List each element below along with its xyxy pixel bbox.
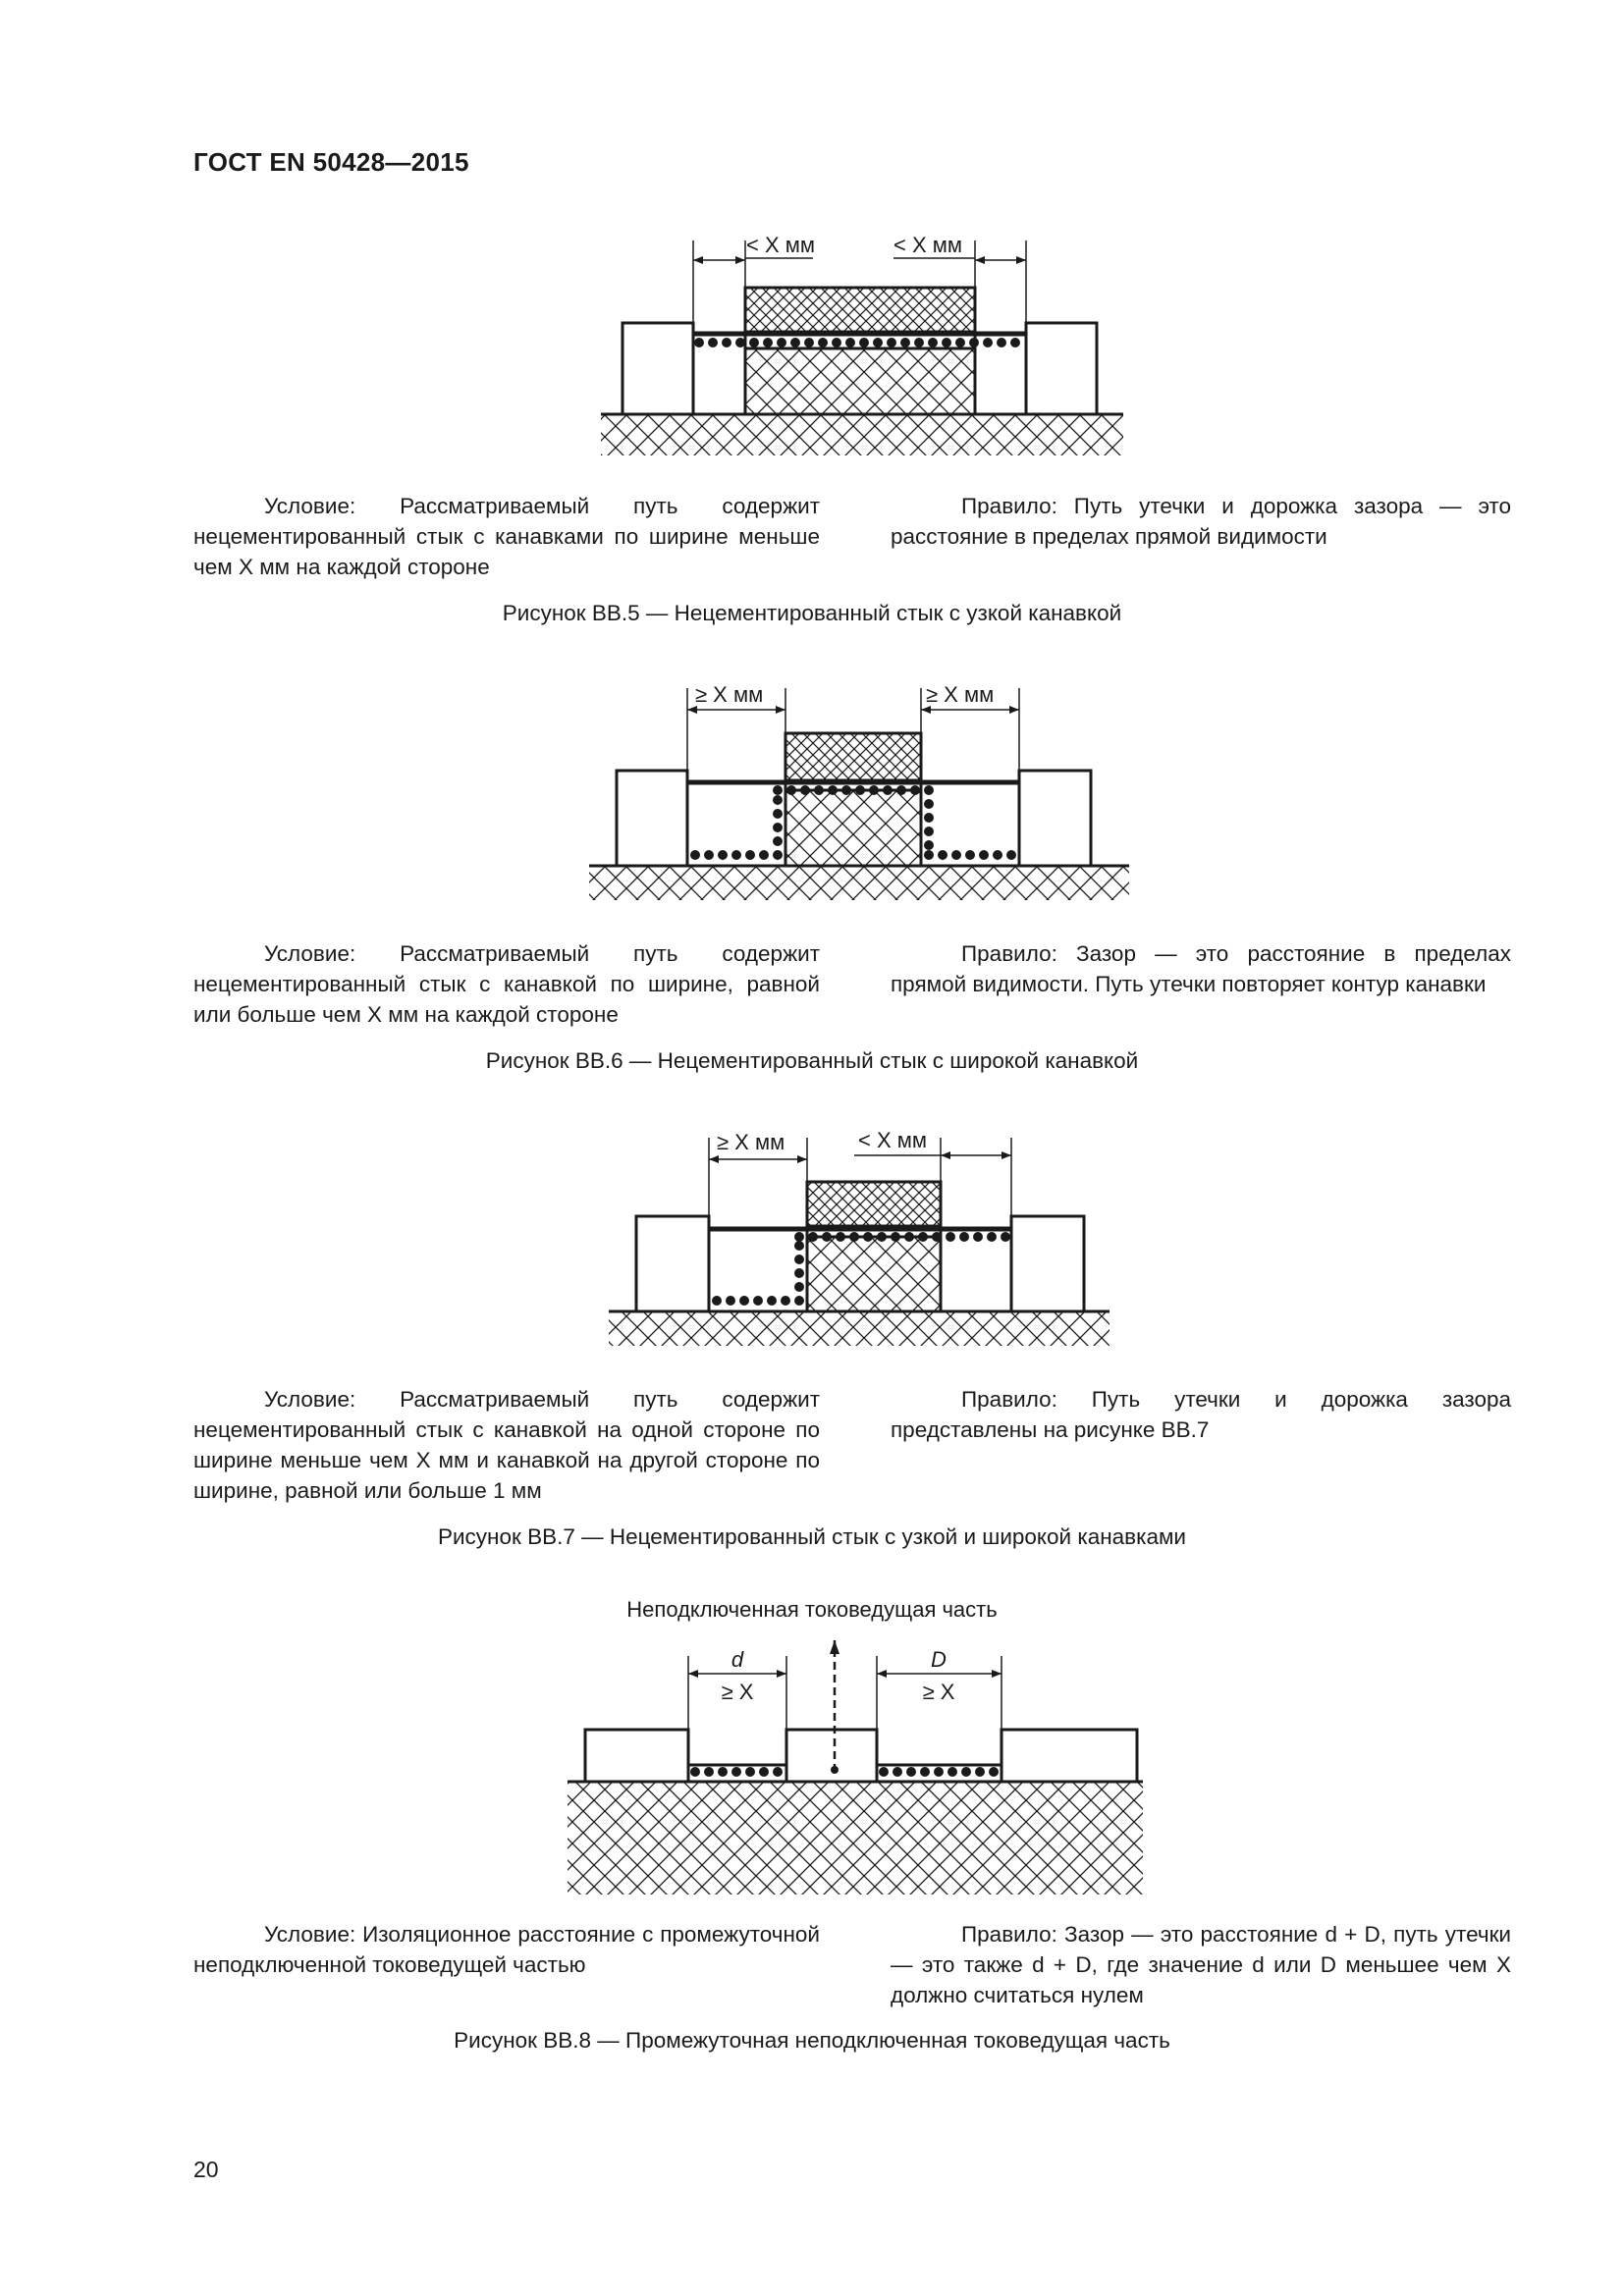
figure-bb7-caption: Рисунок ВВ.7 — Нецементированный стык с узкой и широкой канавками (437, 1524, 1186, 1549)
dim-right-label: < X мм (893, 233, 962, 257)
right-block (1026, 323, 1097, 414)
figure-bb7-condition: Условие: Рассматриваемый путь содержит нецементированный стык с канавкой на одной стороне по ширине меньше чем X мм и канавкой на другой стороне по ширине, равной или больше 1 мм (193, 1387, 820, 1503)
document-header: ГОСТ EN 50428—2015 (193, 147, 469, 177)
dim-left-label: ≥ X мм (717, 1130, 785, 1154)
floating-part-label: Неподключенная токоведущая часть (626, 1597, 998, 1622)
figure-bb8-rule: Правило: Зазор — это расстояние d + D, путь утечки — это также d + D, где значение d или D меньшее чем X должно считаться нулем (891, 1922, 1511, 2007)
figure-bb5-condition: Условие: Рассматриваемый путь содержит нецементированный стык с канавками по ширине меньше чем X мм на каждой стороне (193, 494, 820, 579)
creepage-dots (694, 338, 1020, 347)
left-block (636, 1216, 709, 1311)
figure-bb5 (0, 221, 1624, 466)
page-number: 20 (193, 2157, 219, 2182)
figure-bb5-drawing (0, 221, 1624, 466)
figure-bb6 (0, 672, 1624, 908)
right-block (1011, 1216, 1084, 1311)
dim-d-value: ≥ X (721, 1680, 754, 1704)
figure-bb8 (0, 1595, 1624, 1909)
figure-bb7-rule: Правило: Путь утечки и дорожка зазора представлены на рисунке ВВ.7 (891, 1387, 1511, 1442)
figure-bb6-condition: Условие: Рассматриваемый путь содержит нецементированный стык с канавкой по ширине, равной или больше чем X мм на каждой стороне (193, 941, 820, 1027)
figure-bb8-condition: Условие: Изоляционное расстояние с промежуточной неподключенной токоведущей частью (193, 1922, 820, 1977)
central-body (745, 348, 975, 414)
dim-D-value: ≥ X (922, 1680, 955, 1704)
dim-left-label: < X мм (746, 233, 815, 257)
figure-bb8-drawing (0, 1595, 1624, 1909)
figure-bb7 (0, 1122, 1624, 1358)
central-body (785, 790, 921, 866)
figure-bb5-rule: Правило: Путь утечки и дорожка зазора — это расстояние в пределах прямой видимости (891, 494, 1511, 549)
figure-bb6-caption: Рисунок ВВ.6 — Нецементированный стык с широкой канавкой (485, 1048, 1139, 1073)
left-block (617, 771, 687, 866)
figure-bb8-caption: Рисунок ВВ.8 — Промежуточная неподключенная токоведущая часть (454, 2028, 1170, 2053)
left-block (585, 1730, 688, 1782)
dim-right-label: ≥ X мм (926, 682, 995, 707)
top-cap (745, 288, 975, 332)
floating-conductive-part (786, 1730, 877, 1782)
base-hatch (601, 414, 1123, 455)
top-cap (807, 1182, 941, 1226)
figure-bb7-drawing (0, 1122, 1624, 1358)
left-block (623, 323, 693, 414)
top-cap (785, 733, 921, 780)
central-body (807, 1237, 941, 1311)
right-block (1001, 1730, 1137, 1782)
dim-left-label: ≥ X мм (695, 682, 764, 707)
dim-d-label: d (731, 1647, 744, 1672)
right-block (1019, 771, 1091, 866)
dim-D-label: D (931, 1647, 947, 1672)
figure-bb6-rule: Правило: Зазор — это расстояние в пределах прямой видимости. Путь утечки повторяет контур канавки (891, 941, 1511, 996)
dim-right-label: < X мм (858, 1128, 927, 1152)
figure-bb5-caption: Рисунок ВВ.5 — Нецементированный стык с узкой канавкой (502, 601, 1122, 625)
figure-bb6-drawing (0, 672, 1624, 908)
